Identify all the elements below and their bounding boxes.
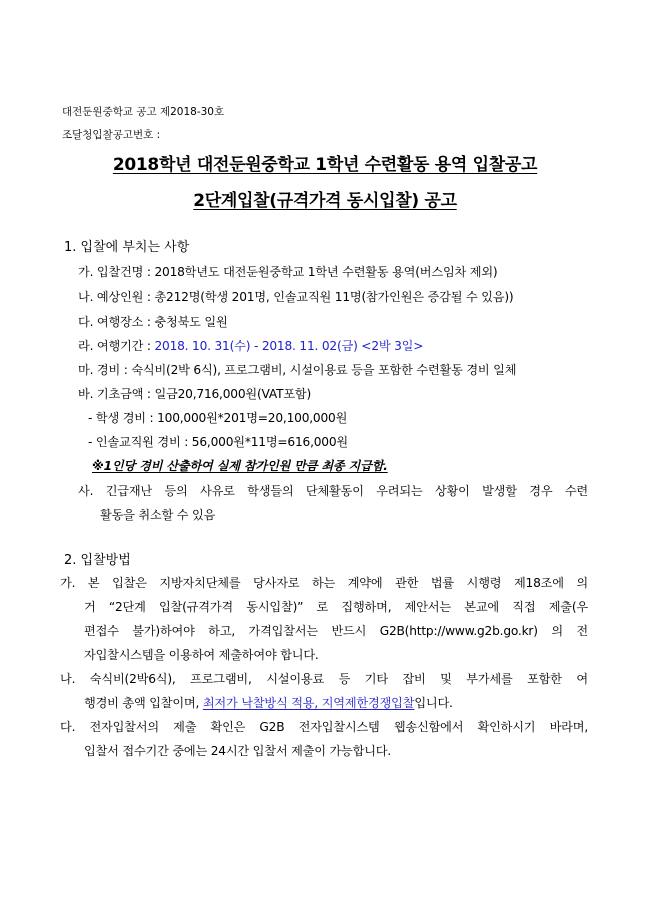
method-ga-line-4: 자입찰시스템을 이용하여 제출하여야 합니다. (84, 648, 319, 662)
title-line-1: 2018학년 대전둔원중학교 1학년 수련활동 용역 입찰공고 (112, 155, 538, 175)
payment-note (92, 457, 388, 474)
method-na-suffix: 입니다. (414, 696, 453, 710)
item-ra-label: 라. 여행기간 : (78, 339, 155, 353)
section-2-heading: 2. 입찰방법 (64, 553, 131, 568)
title-line-2: 2단계입찰(규격가격 동시입찰) 공고 (193, 191, 457, 211)
method-na-line-2 (84, 694, 453, 711)
method-da-line-1: 다. 전자입찰서의 제출 확인은 G2B 전자입찰시스템 웹송신함에서 확인하시기 바라며, (60, 720, 588, 734)
method-da-line-2: 입찰서 접수기간 중에는 24시간 입찰서 제출이 가능합니다. (84, 744, 392, 758)
item-ma: 마. 경비 : 숙식비(2박 6식), 프로그램비, 시설이용료 등을 포함한 수련활동 경비 일체 (78, 363, 517, 377)
method-ga-line-2: 거 “2단계 입찰(규격가격 동시입찰)” 로 집행하며, 제안서는 본교에 직접 제출(우 (84, 600, 588, 614)
item-ra (78, 337, 423, 354)
item-ba: 바. 기초금액 : 일금20,716,000원(VAT포함) (78, 387, 312, 401)
item-ba-staff-cost: - 인솔교직원 경비 : 56,000원*11명=616,000원 (88, 435, 348, 449)
item-ba-student-cost: - 학생 경비 : 100,000원*201명=20,100,000원 (88, 411, 348, 425)
notice-number: 대전둔원중학교 공고 제2018-30호 (62, 106, 225, 118)
document-subtitle (0, 186, 650, 211)
payment-note-text: ※1인당 경비 산출하여 실제 참가인원 만큼 최종 지급함. (92, 459, 388, 473)
item-sa-line-2: 활동을 취소할 수 있음 (100, 508, 216, 522)
section-1-heading: 1. 입찰에 부치는 사항 (64, 240, 190, 255)
item-ga: 가. 입찰건명 : 2018학년도 대전둔원중학교 1학년 수련활동 용역(버스임차 제외) (78, 265, 498, 279)
method-na-text: 행경비 총액 입찰이며, (84, 696, 203, 710)
item-da: 다. 여행장소 : 충청북도 일원 (78, 315, 228, 329)
method-na-line-1: 나. 숙식비(2박6식), 프로그램비, 시설이용료 등 기타 잡비 및 부가세를 포함한 여 (60, 672, 588, 686)
document-title (0, 150, 650, 175)
method-ga-line-1: 가. 본 입찰은 지방자치단체를 당사자로 하는 계약에 관한 법률 시행령 제18조에 의 (60, 576, 588, 590)
item-na: 나. 예상인원 : 총212명(학생 201명, 인솔교직원 11명(참가인원은 증감될 수 있음)) (78, 290, 514, 304)
item-ra-period: 2018. 10. 31(수) - 2018. 11. 02(금) <2박 3일> (154, 339, 424, 353)
method-na-highlight: 최저가 낙찰방식 적용, 지역제한경쟁입찰 (202, 696, 415, 710)
item-sa-line-1: 사. 긴급재난 등의 사유로 학생들의 단체활동이 우려되는 상황이 발생할 경우 수련 (78, 484, 588, 498)
method-ga-line-3: 편접수 불가)하여야 하고, 가격입찰서는 반드시 G2B(http://www.g2b.go.kr) 의 전 (84, 624, 588, 638)
procurement-number: 조달청입찰공고번호 : (62, 129, 161, 141)
